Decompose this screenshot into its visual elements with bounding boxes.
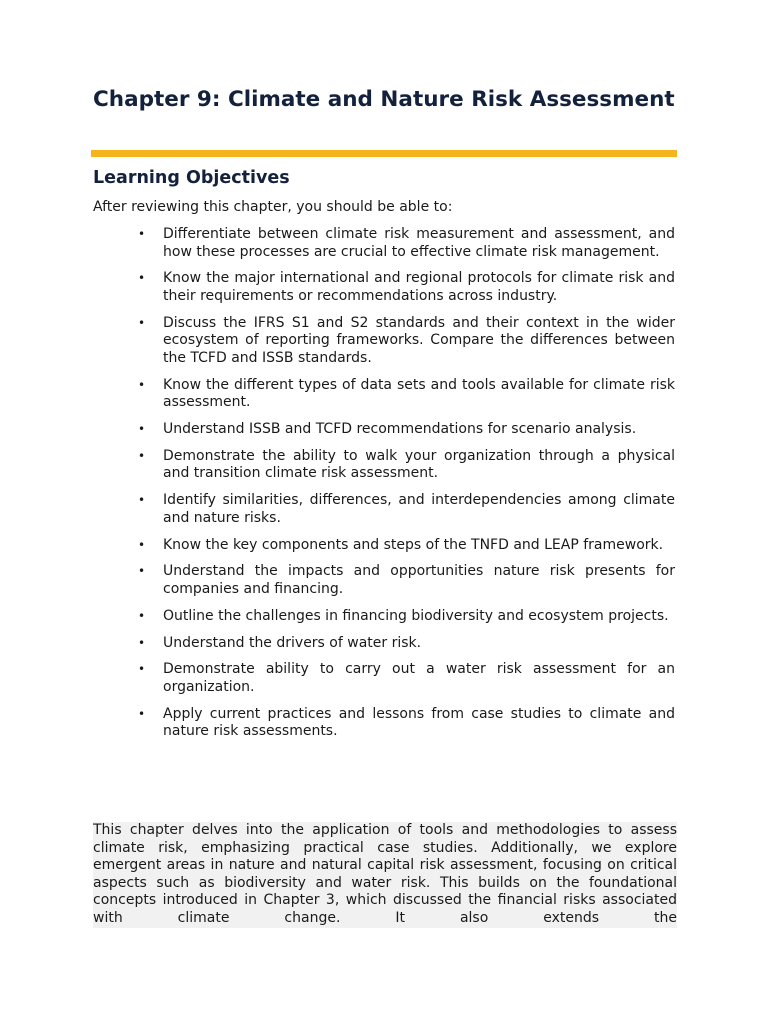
objective-text: Identify similarities, differences, and interdependencies among climate and nature risks.: [163, 492, 675, 526]
learning-objectives-list: [138, 226, 675, 750]
objective-text: Know the key components and steps of the TNFD and LEAP framework.: [163, 536, 664, 553]
bullet-icon: •: [138, 608, 146, 623]
title-underline-rule: [91, 150, 677, 157]
bullet-icon: •: [138, 635, 146, 650]
learning-objectives-heading: Learning Objectives: [93, 168, 290, 188]
objective-text: Know the different types of data sets and tools available for climate risk assessment.: [163, 376, 675, 411]
bullet-icon: •: [138, 315, 146, 330]
bullet-icon: •: [138, 706, 146, 721]
objective-item: [138, 706, 675, 741]
objective-text: Know the major international and regional protocols for climate risk and their requirements or recommendations across industry.: [163, 270, 675, 304]
bullet-icon: •: [138, 448, 146, 463]
bullet-icon: •: [138, 271, 146, 286]
objective-text: Discuss the IFRS S1 and S2 standards and their context in the wider ecosystem of reporting frameworks. Compare the differences between the TCFD and ISSB standards.: [163, 314, 675, 366]
objective-item: [138, 226, 675, 261]
objective-item: [138, 563, 675, 598]
objective-item: [138, 661, 675, 696]
objective-item: [138, 608, 675, 626]
objective-item: [138, 635, 675, 653]
objective-item: [138, 377, 675, 412]
objective-item: [138, 421, 675, 439]
objective-text: Understand the impacts and opportunities nature risk presents for companies and financing.: [163, 563, 675, 597]
bullet-icon: •: [138, 493, 146, 508]
objective-text: Differentiate between climate risk measurement and assessment, and how these processes are crucial to effective climate risk management.: [163, 226, 675, 260]
chapter-title: Chapter 9: Climate and Nature Risk Assessment: [93, 87, 675, 112]
objective-item: [138, 315, 675, 368]
objective-text: Understand ISSB and TCFD recommendations for scenario analysis.: [163, 421, 637, 438]
objective-text: Outline the challenges in financing biodiversity and ecosystem projects.: [163, 607, 669, 624]
bullet-icon: •: [138, 564, 146, 579]
objective-item: [138, 492, 675, 527]
bullet-icon: •: [138, 422, 146, 437]
objective-text: Demonstrate the ability to walk your organization through a physical and transition climate risk assessment.: [163, 447, 675, 482]
bullet-icon: •: [138, 662, 146, 677]
learning-objectives-intro: After reviewing this chapter, you should be able to:: [93, 199, 453, 215]
objective-text: Understand the drivers of water risk.: [163, 634, 422, 651]
chapter-intro-paragraph: This chapter delves into the application of tools and methodologies to assess climate risk, emphasizing practical case studies. Additionally, we explore emergent areas in nature and natural capital risk assessment, focusing on critical aspects such as biodiversity and water risk. This builds on the foundational concepts introduced in Chapter 3, which discussed the financial risks associated with climate change. It also extends the: [93, 822, 677, 928]
objective-text: Demonstrate ability to carry out a water risk assessment for an organization.: [163, 661, 675, 695]
objective-text: Apply current practices and lessons from case studies to climate and nature risk assessments.: [163, 705, 675, 740]
bullet-icon: •: [138, 377, 146, 392]
objective-item: [138, 537, 675, 555]
bullet-icon: •: [138, 227, 146, 241]
objective-item: [138, 270, 675, 305]
bullet-icon: •: [138, 537, 146, 552]
objective-item: [138, 448, 675, 483]
